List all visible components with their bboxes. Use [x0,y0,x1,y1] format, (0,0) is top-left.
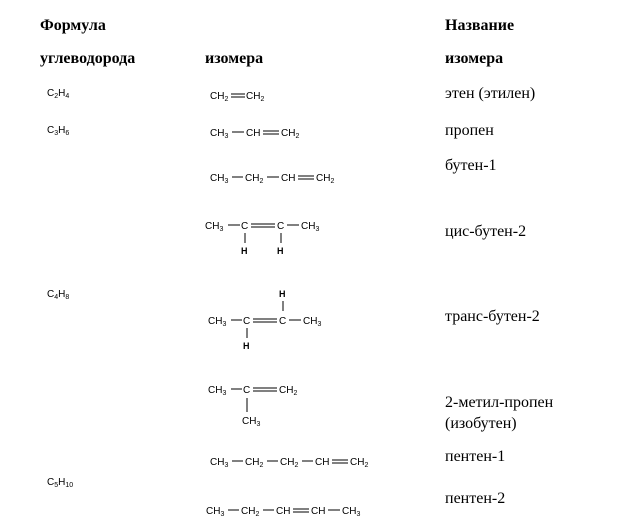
structure-2-methylpropene [205,378,315,430]
header-hydrocarbon: углеводорода [40,50,136,67]
structure-pentene-2 [205,500,385,522]
svg-text:CH2: $CH_2$ [279,385,298,397]
svg-text:H: H [277,246,284,256]
structure-pentene-1 [205,451,385,471]
svg-text:CH3: $CH_3$ [206,506,225,518]
svg-text:H: H [243,341,250,351]
svg-text:CH3: $CH_3$ [208,316,227,328]
svg-text:CH2: $CH_2$ [350,457,369,469]
structure-ethene [205,86,285,106]
svg-text:C: C [241,221,249,232]
svg-text:CH2: $CH_2$ [241,506,260,518]
structure-propene [205,123,315,143]
name-propene: пропен [445,122,494,139]
name-trans-butene-2: транс-бутен-2 [445,308,540,325]
svg-text:CH2: $CH_2$ [281,128,300,140]
svg-text:CH: CH [281,173,296,184]
svg-text:C: C [277,221,285,232]
svg-text:CH2: $CH_2$ [316,173,335,185]
svg-text:CH: CH [311,506,326,517]
header-name: Название [445,17,515,34]
svg-text:CH: CH [246,128,261,139]
name-isobutene: (изобутен) [445,415,517,432]
svg-text:C: C [243,316,251,327]
svg-text:CH3: $CH_3$ [242,416,261,428]
name-pentene-2: пентен-2 [445,490,506,507]
header-isomer-structure: изомера [205,50,264,67]
svg-text:CH3: $CH_3$ [208,385,227,397]
name-2-methylpropene: 2-метил-пропен [445,394,554,411]
structure-cis-butene-2 [205,215,335,260]
svg-text:CH2: $CH_2$ [245,173,264,185]
svg-text:CH3: $CH_3$ [205,221,224,233]
svg-text:CH2: $CH_2$ [246,91,265,103]
svg-text:CH3: $CH_3$ [210,173,229,185]
svg-text:CH2: $CH_2$ [280,457,299,469]
formula-c3h6: $C_3H_6$ [47,125,70,137]
svg-text:CH3: $CH_3$ [303,316,322,328]
structure-trans-butene-2 [205,287,335,353]
svg-text:H: H [241,246,248,256]
svg-text:C: C [243,385,251,396]
svg-text:CH2: $CH_2$ [245,457,264,469]
svg-text:CH3: $CH_3$ [342,506,361,518]
header-isomer-name: изомера [445,50,504,67]
formula-c2h4: $C_2H_4$ [47,88,70,100]
svg-text:C: C [279,316,287,327]
svg-text:CH3: $CH_3$ [210,457,229,469]
name-cis-butene-2: цис-бутен-2 [445,223,527,240]
svg-text:CH2: $CH_2$ [210,91,229,103]
header-formula: Формула [40,17,106,34]
svg-text:H: H [279,289,286,299]
name-pentene-1: пентен-1 [445,448,506,465]
name-butene-1: бутен-1 [445,157,497,174]
formula-c5h10: $C_5H_{10}$ [47,477,74,489]
name-ethene: этен (этилен) [445,85,536,102]
svg-text:CH: CH [315,457,330,468]
svg-text:CH3: $CH_3$ [301,221,320,233]
svg-text:CH3: $CH_3$ [210,128,229,140]
formula-c4h8: $C_4H_8$ [47,289,70,301]
svg-text:CH: CH [276,506,291,517]
structure-butene-1 [205,168,355,188]
